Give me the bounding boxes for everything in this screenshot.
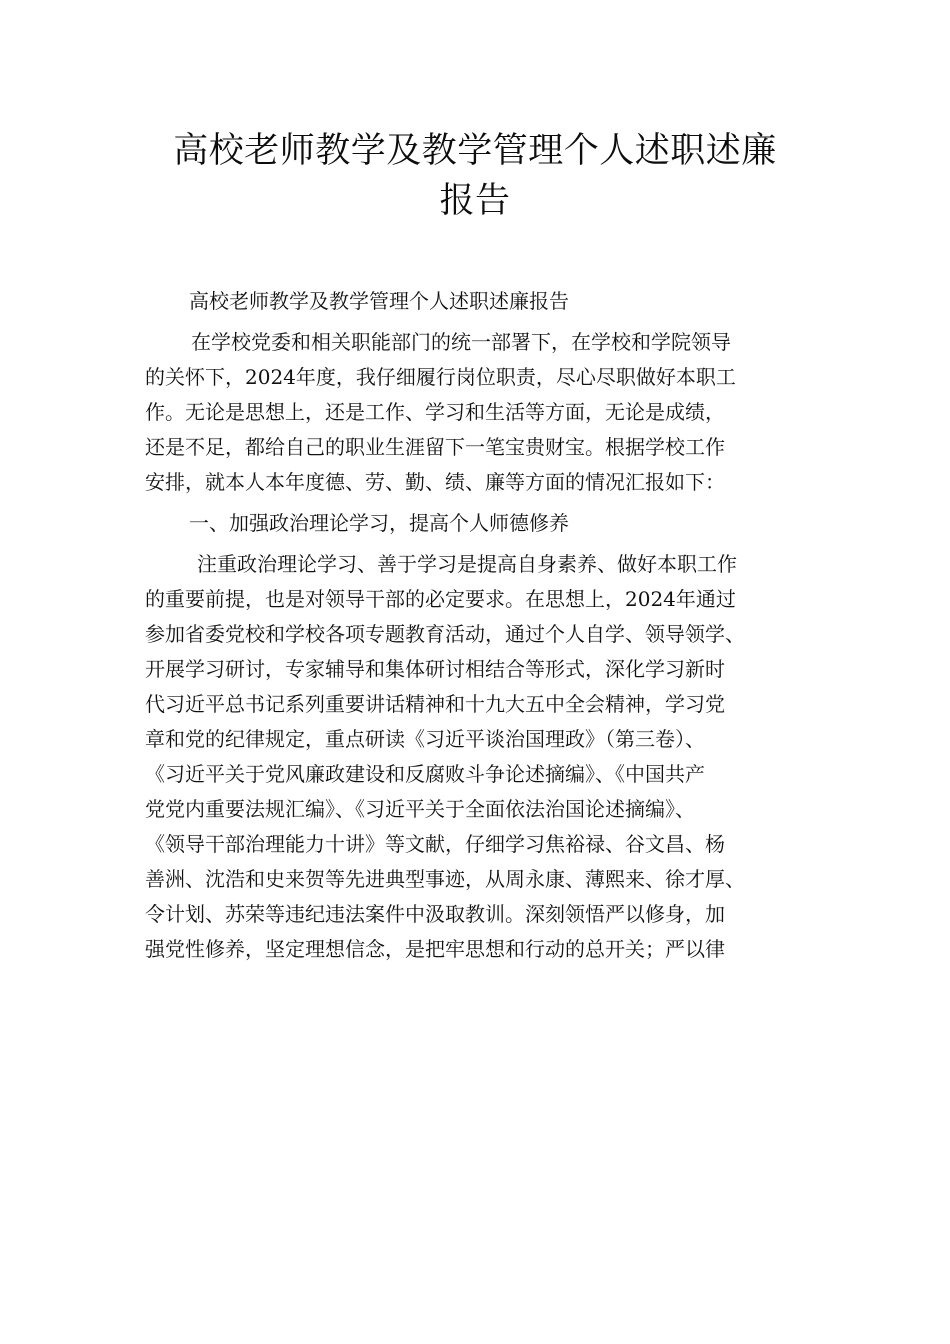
paragraph-line: 令计划、苏荣等违纪违法案件中汲取教训。深刻领悟严以修身，加 bbox=[145, 902, 725, 926]
paragraph-line: 的关怀下，2024年度，我仔细履行岗位职责，尽心尽职做好本职工 bbox=[145, 365, 736, 389]
document-body bbox=[145, 284, 825, 967]
paragraph-line: 作。无论是思想上，还是工作、学习和生活等方面，无论是成绩， bbox=[145, 400, 725, 424]
section-heading: 一、加强政治理论学习，提高个人师德修养 bbox=[189, 511, 569, 535]
paragraph-line: 的重要前提，也是对领导干部的必定要求。在思想上，2024年通过 bbox=[145, 587, 736, 611]
paragraph-line: 在学校党委和相关职能部门的统一部署下，在学校和学院领导 bbox=[191, 330, 731, 354]
paragraph-line: 参加省委党校和学校各项专题教育活动，通过个人自学、领导领学、 bbox=[145, 622, 745, 646]
paragraph-line: 还是不足，都给自己的职业生涯留下一笔宝贵财宝。根据学校工作 bbox=[145, 435, 725, 459]
paragraph-line: 强党性修养，坚定理想信念，是把牢思想和行动的总开关；严以律 bbox=[145, 937, 725, 961]
paragraph-line: 安排，就本人本年度德、劳、勤、绩、廉等方面的情况汇报如下： bbox=[145, 470, 725, 494]
paragraph-line: 注重政治理论学习、善于学习是提高自身素养、做好本职工作 bbox=[197, 552, 737, 576]
document-title bbox=[130, 126, 820, 226]
paragraph-line: 党党内重要法规汇编》、《习近平关于全面依法治国论述摘编》、 bbox=[145, 797, 695, 821]
subtitle-line: 高校老师教学及教学管理个人述职述廉报告 bbox=[189, 289, 569, 313]
paragraph-line: 代习近平总书记系列重要讲话精神和十九大五中全会精神，学习党 bbox=[145, 692, 725, 716]
title-line-2: 报告 bbox=[439, 181, 511, 221]
title-line-1: 高校老师教学及教学管理个人述职述廉 bbox=[173, 131, 777, 171]
paragraph-line: 章和党的纪律规定，重点研读《习近平谈治国理政》（第三卷）、 bbox=[145, 727, 705, 751]
paragraph-line: 善洲、沈浩和史来贺等先进典型事迹，从周永康、薄熙来、徐才厚、 bbox=[145, 867, 745, 891]
paragraph-line: 开展学习研讨，专家辅导和集体研讨相结合等形式，深化学习新时 bbox=[145, 657, 725, 681]
paragraph-line: 《领导干部治理能力十讲》等文献，仔细学习焦裕禄、谷文昌、杨 bbox=[145, 832, 725, 856]
paragraph-line: 《习近平关于党风廉政建设和反腐败斗争论述摘编》、《中国共产 bbox=[145, 762, 705, 786]
